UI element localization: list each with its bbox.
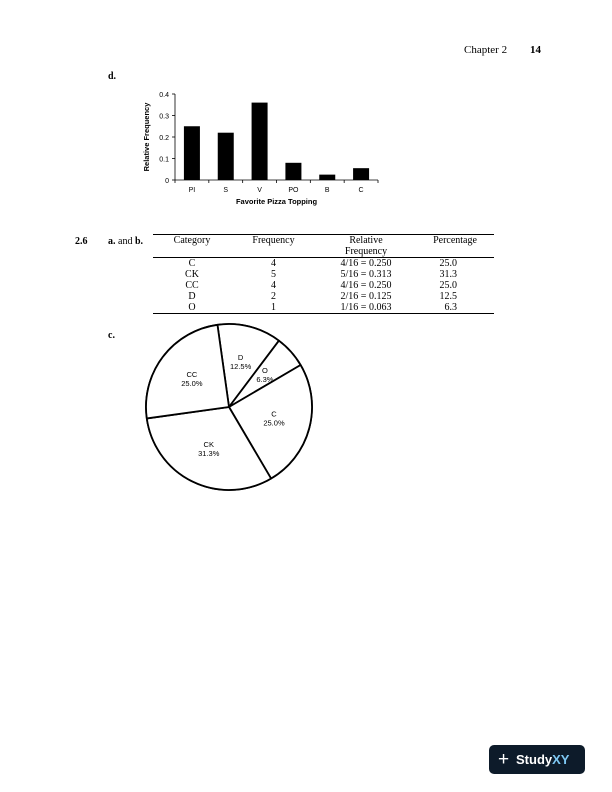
table-row: [153, 291, 494, 302]
cell-frequency: 1: [271, 302, 276, 313]
cell-frequency: 4: [271, 258, 276, 269]
y-tick-label: 0.2: [159, 135, 169, 142]
col-header-percentage: Percentage: [433, 235, 477, 246]
bar-pi: [184, 126, 200, 180]
col-header-relative-frequency: [316, 235, 416, 258]
pie-value-c: 25.0%: [263, 418, 285, 428]
col-header-category: Category: [173, 235, 211, 246]
x-tick-label: PO: [288, 187, 299, 194]
table-row: [153, 269, 494, 280]
x-tick-label: B: [324, 187, 330, 194]
table-body: [153, 258, 494, 314]
pie-value-ck: 31.3%: [198, 448, 220, 458]
x-axis-title: Favorite Pizza Topping: [235, 197, 318, 206]
y-tick-label: 0.3: [159, 113, 169, 121]
pie-label-c: C: [271, 409, 277, 419]
y-tick-label: 0.1: [159, 156, 169, 164]
bar-s: [218, 133, 234, 180]
table-row: [153, 280, 494, 291]
cell-frequency: 4: [271, 280, 276, 291]
cell-category: O: [188, 302, 196, 313]
bar-chart: [138, 86, 388, 214]
plus-icon: +: [498, 749, 510, 770]
x-tick-label: PI: [188, 187, 196, 194]
pie-value-d: 12.5%: [229, 361, 252, 371]
table-row: [153, 258, 494, 270]
part-ab-conjunction: and: [115, 236, 135, 247]
cell-percentage: 25.0: [439, 258, 457, 269]
bar-chart-bars: [184, 103, 369, 180]
cell-percentage: 31.3: [439, 269, 457, 280]
part-b-marker: b.: [134, 236, 144, 247]
studyxy-logo: [489, 745, 585, 774]
frequency-table: [153, 234, 494, 314]
bar-chart-axes: [172, 94, 378, 183]
page-header: [440, 44, 550, 60]
cell-category: CC: [185, 280, 199, 291]
chapter-title: Chapter 2: [464, 44, 508, 56]
y-axis-title: Relative Frequency: [142, 102, 151, 172]
logo-text-accent: XY: [552, 752, 570, 767]
part-d-label: d.: [108, 71, 117, 82]
pie-label-o: O: [262, 365, 268, 375]
pie-chart: [138, 318, 344, 498]
cell-percentage: 12.5: [439, 291, 457, 302]
col-header-relative-frequency-text: Relative Frequency: [344, 235, 388, 257]
bar-c: [353, 168, 369, 180]
cell-frequency: 5: [271, 269, 276, 280]
pie-label-cc: CC: [186, 369, 198, 379]
pie-chart-slices: [146, 324, 312, 490]
part-a-marker: a.: [108, 236, 116, 247]
pie-value-cc: 25.0%: [181, 378, 203, 388]
cell-percentage: 25.0: [439, 280, 457, 291]
cell-category: CK: [185, 269, 199, 280]
cell-category: C: [188, 258, 196, 269]
y-tick-label: 0: [165, 178, 169, 185]
cell-category: D: [188, 291, 196, 302]
problem-number: 2.6: [75, 236, 88, 247]
logo-text-main: Study: [516, 752, 553, 767]
part-c-label: c.: [108, 330, 115, 341]
x-tick-label: S: [223, 187, 229, 194]
bar-v: [252, 103, 268, 180]
col-header-frequency: Frequency: [252, 235, 295, 246]
bar-b: [319, 175, 335, 180]
cell-relative-frequency: 2/16 = 0.125: [340, 291, 392, 302]
cell-relative-frequency: 4/16 = 0.250: [340, 258, 392, 269]
cell-frequency: 2: [271, 291, 276, 302]
table-row: [153, 302, 494, 314]
x-tick-label: V: [257, 187, 262, 194]
x-tick-label: C: [358, 187, 364, 194]
pie-label-ck: CK: [203, 439, 214, 449]
part-ab-label: [108, 236, 143, 247]
table-header-row: [153, 235, 494, 258]
cell-relative-frequency: 1/16 = 0.063: [340, 302, 392, 313]
y-tick-label: 0.4: [159, 92, 169, 99]
pie-label-d: D: [237, 352, 244, 362]
cell-percentage: 6.3: [444, 302, 457, 313]
bar-po: [285, 163, 301, 180]
cell-relative-frequency: 4/16 = 0.250: [340, 280, 392, 291]
page-number: 14: [530, 44, 541, 56]
cell-relative-frequency: 5/16 = 0.313: [340, 269, 392, 280]
pie-value-o: 6.3%: [256, 374, 274, 384]
logo-wordmark: [516, 752, 569, 767]
